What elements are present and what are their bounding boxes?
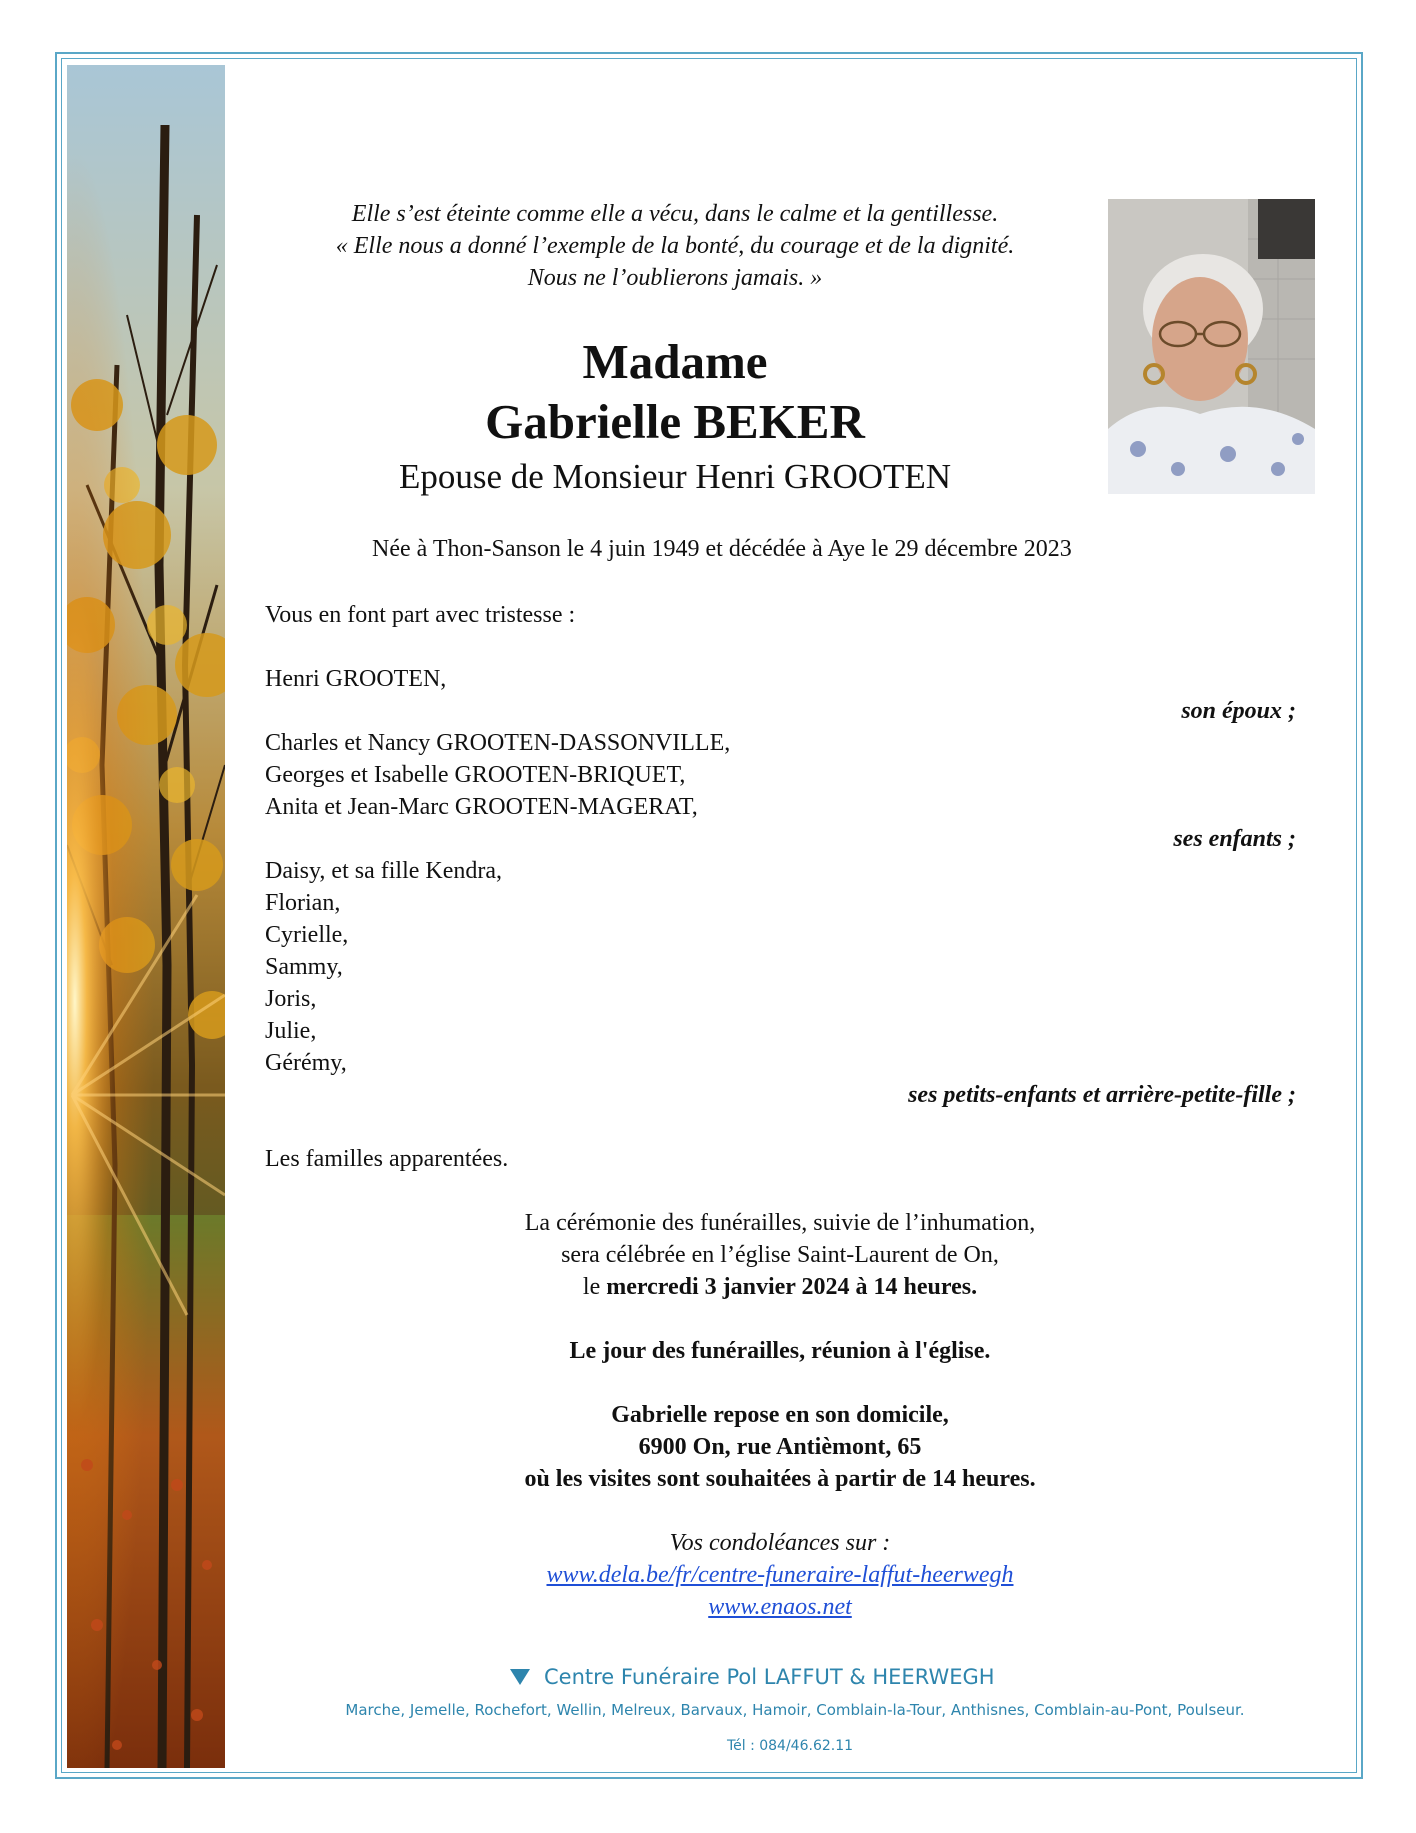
family-name-line: Daisy, et sa fille Kendra, <box>265 858 503 884</box>
announcement: Vous en font part avec tristesse : <box>265 602 576 628</box>
deceased-name: Gabrielle BEKER <box>485 394 865 449</box>
rest-line: où les visites sont souhaitées à partir de 14 heures. <box>524 1466 1036 1492</box>
condolences-label: Vos condoléances sur : <box>669 1530 891 1556</box>
funeral-home-name <box>510 1662 995 1692</box>
funeral-home-phone: Tél : 084/46.62.11 <box>726 1738 854 1754</box>
ceremony-line: sera célébrée en l’église Saint-Laurent de On, <box>561 1242 999 1268</box>
rest-info <box>360 1399 1200 1495</box>
funeral-home-towns: Marche, Jemelle, Rochefort, Wellin, Melreux, Barvaux, Hamoir, Comblain-la-Tour, Anthisnes, Comblain-au-Pont, Poulseur. <box>345 1701 1245 1719</box>
quote-line: Elle s’est éteinte comme elle a vécu, dans le calme et la gentillesse. <box>351 201 999 227</box>
ceremony-date-line <box>360 1271 1200 1303</box>
family-name-line: Cyrielle, <box>265 922 349 948</box>
deceased-title <box>300 332 1050 452</box>
rest-line: Gabrielle repose en son domicile, <box>611 1402 949 1428</box>
triangle-down-icon <box>510 1669 530 1685</box>
birth-death-dates: Née à Thon-Sanson le 4 juin 1949 et décédée à Aye le 29 décembre 2023 <box>372 536 1072 562</box>
honorific: Madame <box>582 334 768 389</box>
family-name-line: Sammy, <box>265 954 343 980</box>
ceremony-date-prefix: le <box>582 1274 607 1300</box>
family-name-line: Gérémy, <box>265 1050 347 1076</box>
family-name-line: Julie, <box>265 1018 317 1044</box>
ceremony-date: mercredi 3 janvier 2024 à 14 heures. <box>606 1274 978 1300</box>
memorial-quote <box>260 198 1090 294</box>
family-name-line: Henri GROOTEN, <box>265 666 447 692</box>
spouse-line: Epouse de Monsieur Henri GROOTEN <box>398 457 952 496</box>
family-name-line: Charles et Nancy GROOTEN-DASSONVILLE, <box>265 730 731 756</box>
role-children: ses enfants ; <box>1173 826 1296 852</box>
quote-line: « Elle nous a donné l’exemple de la bonté, du courage et de la dignité. <box>335 233 1015 259</box>
funeral-home-label: Centre Funéraire Pol LAFFUT & HEERWEGH <box>544 1665 995 1689</box>
meeting-info: Le jour des funérailles, réunion à l'église. <box>569 1338 991 1364</box>
condolences-link-dela[interactable]: www.dela.be/fr/centre-funeraire-laffut-heerwegh <box>546 1562 1014 1588</box>
family-name-line: Anita et Jean-Marc GROOTEN-MAGERAT, <box>265 794 698 820</box>
quote-line: Nous ne l’oublierons jamais. » <box>527 265 823 291</box>
condolences-block <box>360 1527 1200 1623</box>
family-name-line: Florian, <box>265 890 341 916</box>
condolences-link-enaos[interactable]: www.enaos.net <box>708 1594 852 1620</box>
relatives-line: Les familles apparentées. <box>265 1146 509 1172</box>
role-grandchildren: ses petits-enfants et arrière-petite-fille ; <box>908 1082 1296 1108</box>
family-name-line: Georges et Isabelle GROOTEN-BRIQUET, <box>265 762 686 788</box>
rest-address: 6900 On, rue Antièmont, 65 <box>638 1434 922 1460</box>
ceremony-info <box>360 1207 1200 1303</box>
ceremony-line: La cérémonie des funérailles, suivie de l’inhumation, <box>524 1210 1036 1236</box>
autumn-forest-image <box>67 65 225 1768</box>
family-name-line: Joris, <box>265 986 317 1012</box>
role-spouse: son époux ; <box>1181 698 1296 724</box>
portrait-photo <box>1108 199 1315 494</box>
